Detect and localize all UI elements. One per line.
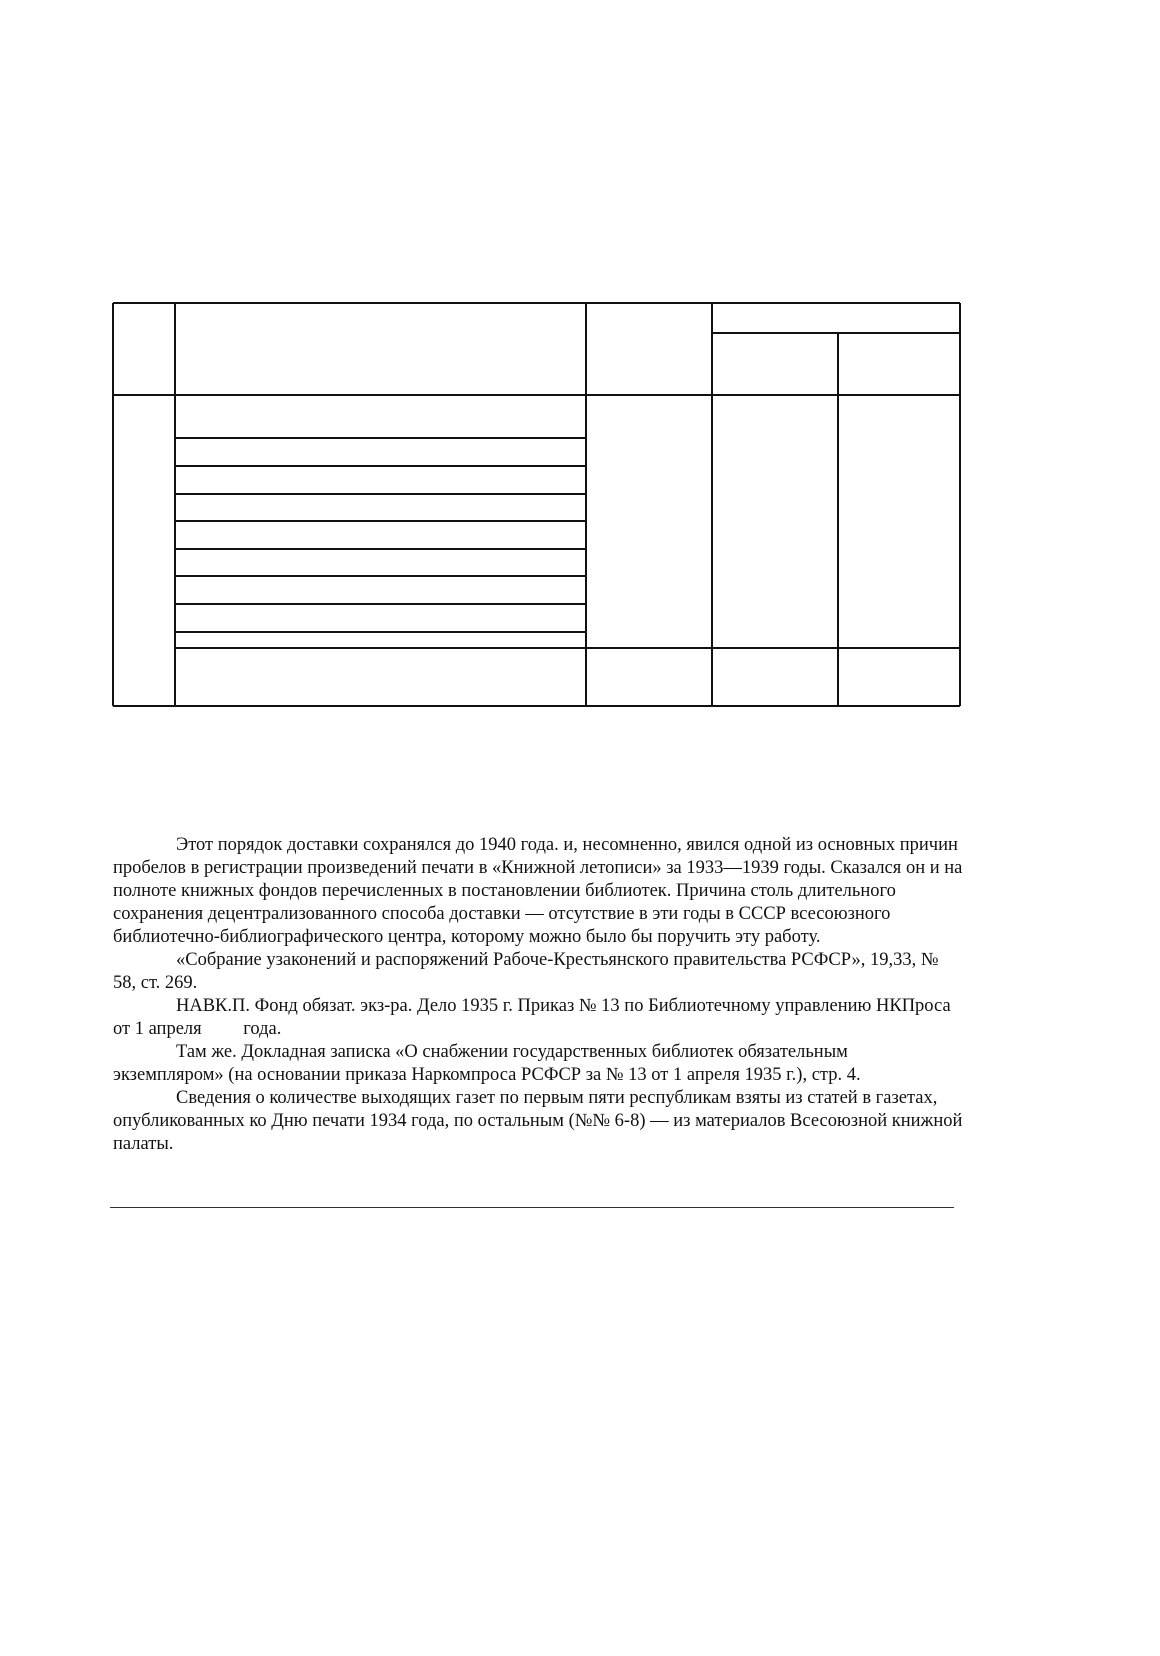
paragraph: Этот порядок доставки сохранялся до 1940 года. и, несомненно, явился одной из основных причин пробелов в регистрации произведений печати в «Книжной летописи» за 1933—1939 годы. Сказался он и на полноте книжных фондов перечисленных в постановлении библиотек. Причина столь длительного сохранения децентрализованного способа доставки — отсутствие в эти годы в СССР всесоюзного библиотечно-библиографического центра, которому можно было бы поручить эту работу. — [113, 835, 963, 947]
bottom-rule — [110, 1207, 954, 1208]
footnote-paragraph: «Собрание узаконений и распоряжений Рабоче-Крестьянского правительства РСФСР», 19,33, № 58, ст. 269. — [113, 950, 939, 993]
empty-ruled-table — [0, 0, 1160, 720]
body-text — [113, 834, 963, 1156]
footnote-paragraph: Там же. Докладная записка «О снабжении государственных библиотек обязательным экземпляром» (на основании приказа Наркомпроса РСФСР за № 13 от 1 апреля 1935 г.), стр. 4. — [113, 1042, 861, 1085]
footnote-paragraph: Сведения о количестве выходящих газет по первым пяти республикам взяты из статей в газетах, опубликованных ко Дню печати 1934 года, по остальным (№№ 6-8) — из материалов Всесоюзной книжной палаты. — [113, 1088, 963, 1154]
footnote-paragraph: НАВК.П. Фонд обязат. экз-ра. Дело 1935 г. Приказ № 13 по Библиотечному управлению НКПроса от 1 апреля года. — [113, 996, 951, 1039]
